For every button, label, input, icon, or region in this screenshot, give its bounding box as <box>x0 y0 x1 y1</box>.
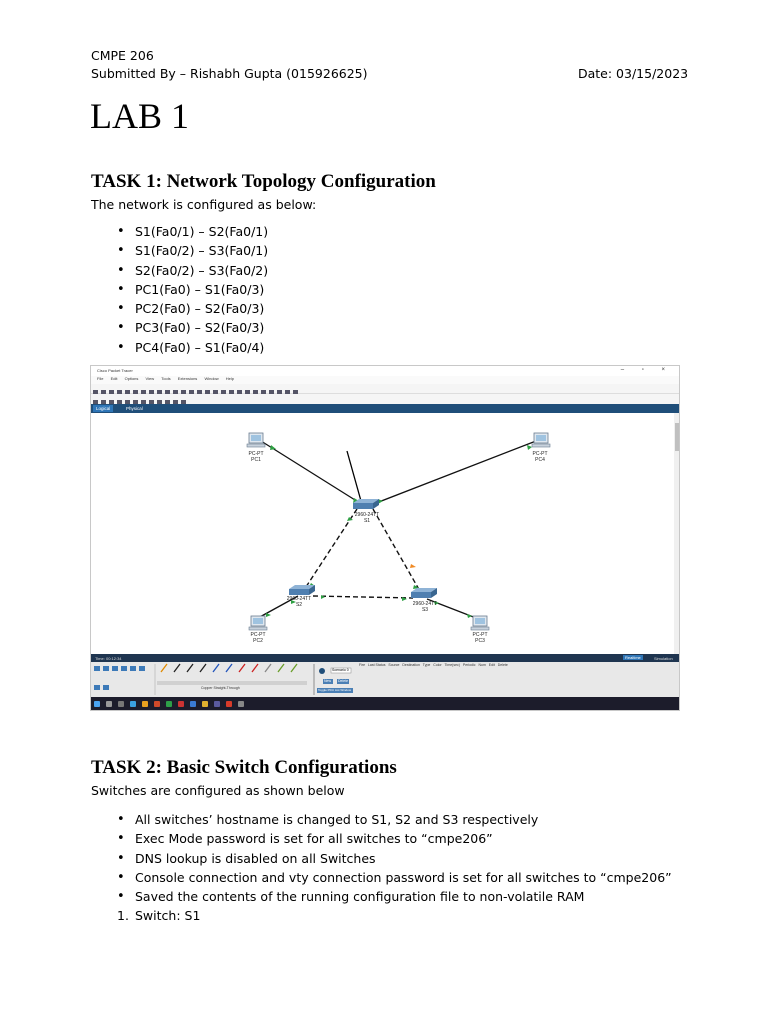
submitted-by: Submitted By – Rishabh Gupta (015926625) <box>91 66 368 81</box>
menu-window: Window <box>204 376 219 381</box>
list-item: • PC3(Fa0) – S2(Fa0/3) <box>117 318 268 337</box>
pt-device-panel <box>91 662 679 697</box>
list-item: • All switches’ hostname is changed to S1, S2 and S3 respectively <box>117 810 672 829</box>
lab-title: LAB 1 <box>90 96 189 136</box>
list-item: • S2(Fa0/2) – S3(Fa0/2) <box>117 261 268 280</box>
task2-intro: Switches are configured as shown below <box>91 783 345 798</box>
list-item: • Saved the contents of the running configuration file to non-volatile RAM <box>117 887 672 906</box>
pc2-label: PC-PT PC2 <box>250 632 266 644</box>
toggle-pdu-list-button: Toggle PDU List Window <box>318 688 352 692</box>
pt-time-label: Time: 00:12:34 <box>95 656 122 661</box>
s3-label: 2960-24TT S3 <box>412 601 438 613</box>
s2-switch-icon <box>289 585 315 595</box>
s1-label: 2960-24TT S1 <box>354 512 380 524</box>
wire-s2-s3 <box>313 596 413 598</box>
list-item <box>117 906 200 925</box>
list-item: • S1(Fa0/2) – S3(Fa0/1) <box>117 241 268 260</box>
tab-logical: Logical <box>93 405 113 412</box>
s1-switch-icon <box>353 499 379 509</box>
list-item: • DNS lookup is disabled on all Switches <box>117 849 672 868</box>
link-pc1-s1 <box>347 451 361 501</box>
realtime-mode: Realtime <box>625 655 641 660</box>
wire-pc4-s1 <box>371 441 536 505</box>
pt-tab-bar <box>91 404 679 413</box>
list-item: • PC1(Fa0) – S1(Fa0/3) <box>117 280 268 299</box>
new-pdu-button: New <box>324 679 332 683</box>
pc1-icon <box>247 433 265 447</box>
pc3-label: PC-PT PC3 <box>472 632 488 644</box>
pc2-icon <box>249 616 267 630</box>
cable-pc1-s1-actual <box>348 459 361 505</box>
task1-connection-list <box>117 222 268 357</box>
pc1-label: PC-PT PC1 <box>248 451 264 463</box>
menu-extensions: Extensions <box>177 376 198 381</box>
pc3-icon <box>471 616 489 630</box>
menu-tools: Tools <box>161 376 171 381</box>
pt-window-title: Cisco Packet Tracer <box>97 368 133 373</box>
list-number: 1. <box>117 908 129 923</box>
scenario-select: Scenario 0 <box>332 668 349 672</box>
list-item: • PC4(Fa0) – S1(Fa0/4) <box>117 338 268 357</box>
task1-intro: The network is configured as below: <box>91 197 317 212</box>
delete-pdu-button: Delete <box>338 679 349 683</box>
task2-config-list <box>117 810 672 906</box>
pt-title-bar <box>91 366 679 376</box>
pt-workspace <box>91 413 674 654</box>
pt-menu-bar <box>91 376 679 384</box>
link-pc1-s1-drawn <box>356 458 361 502</box>
pc4-icon <box>532 433 550 447</box>
list-item: • PC2(Fa0) – S2(Fa0/3) <box>117 299 268 318</box>
submission-date: Date: 03/15/2023 <box>578 66 689 81</box>
task2-title: TASK 2: Basic Switch Configurations <box>91 757 397 778</box>
course-code: CMPE 206 <box>91 48 154 63</box>
menu-edit: Edit <box>110 376 118 381</box>
cable-caption: Copper Straight-Through <box>201 686 240 690</box>
pt-status-bar <box>91 654 679 662</box>
pt-vertical-scrollbar <box>674 413 680 654</box>
menu-file: File <box>97 376 104 381</box>
wire-pc1-s1 <box>351 453 363 505</box>
list-item-text: Switch: S1 <box>135 908 201 923</box>
list-item: • Console connection and vty connection password is set for all switches to “cmpe206” <box>117 868 672 887</box>
packet-tracer-screenshot <box>90 365 680 711</box>
task1-title: TASK 1: Network Topology Configuration <box>91 171 436 192</box>
list-item: • S1(Fa0/1) – S2(Fa0/1) <box>117 222 268 241</box>
list-item: • Exec Mode password is set for all switches to “cmpe206” <box>117 829 672 848</box>
simulation-mode: Simulation <box>654 656 673 661</box>
network-topology-diagram <box>91 413 674 654</box>
pc4-label: PC-PT PC4 <box>532 451 548 463</box>
tab-physical: Physical <box>126 406 143 411</box>
menu-help: Help <box>225 376 235 381</box>
windows-taskbar <box>91 697 679 711</box>
pt-toolbar <box>91 384 679 394</box>
pt-toolbar-secondary <box>91 394 679 404</box>
pdu-list-header: Fire Last Status Source Destination Type Color Time(sec) Periodic Num Edit Delete <box>359 663 508 667</box>
device-and-cable-palette <box>91 662 680 697</box>
menu-view: View <box>145 376 155 381</box>
window-controls-icon: – ▫ × <box>620 367 673 373</box>
task2-numbered-list <box>117 906 200 925</box>
s3-switch-icon <box>411 588 437 598</box>
menu-options: Options <box>124 376 139 381</box>
wire-pc1-s1-drawn <box>261 441 363 505</box>
s2-label: 2960-24TT S2 <box>286 596 312 608</box>
